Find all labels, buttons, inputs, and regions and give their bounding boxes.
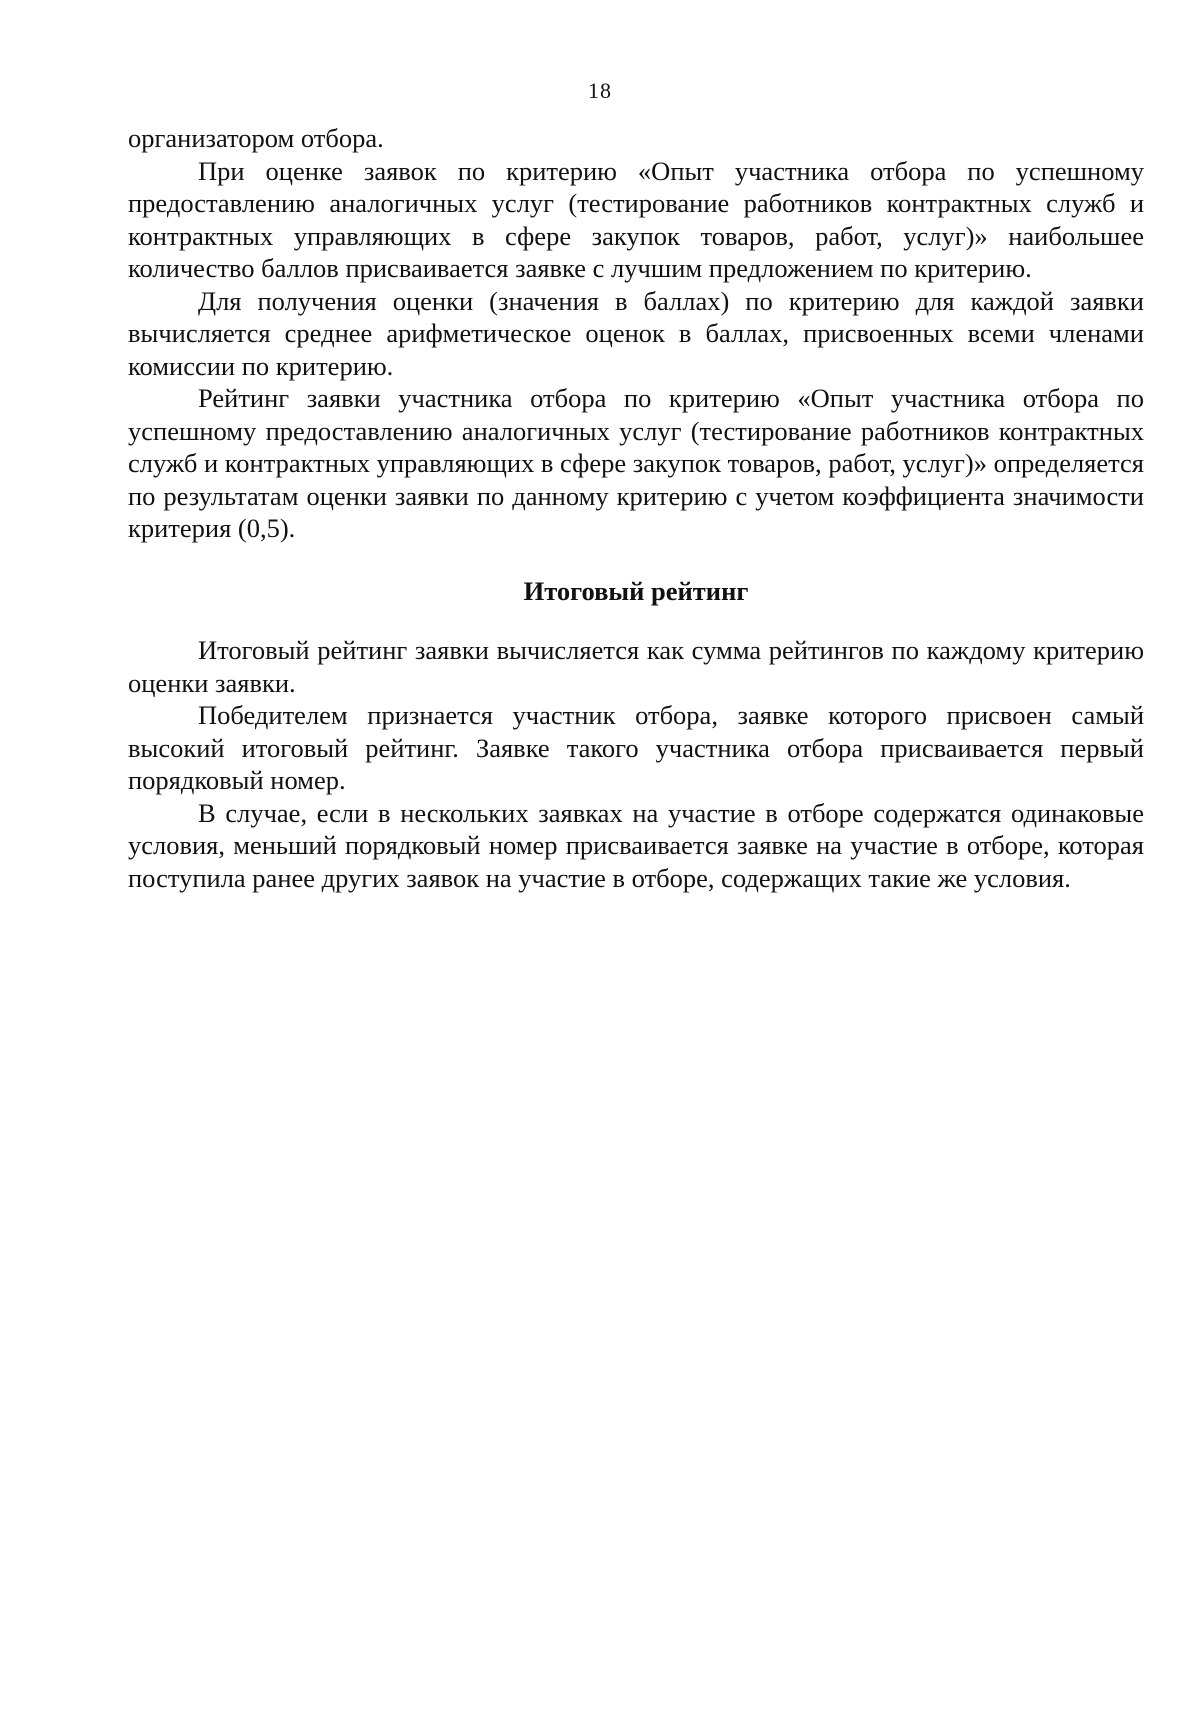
section-title: Итоговый рейтинг [523, 575, 749, 606]
paragraph-average-score: Для получения оценки (значения в баллах) по критерию для каждой заявки вычисляется среднее арифметическое оценок в баллах, присвоенных всеми членами комиссии по критерию. [128, 285, 1144, 381]
paragraph-winner: Победителем признается участник отбора, заявке которого присвоен самый высокий итоговый рейтинг. Заявке такого участника отбора присваивается первый порядковый номер. [128, 700, 1144, 795]
paragraph-criterion-rating: Рейтинг заявки участника отбора по критерию «Опыт участника отбора по успешному предоставлению аналогичных услуг (тестирование работников контрактных служб и контрактных управляющих в сфере закупок товаров, работ, услуг)» определяется по результатам оценки заявки по данному критерию с учетом коэффициента значимости критерия (0,5). [128, 383, 1144, 543]
paragraph-tie-rule: В случае, если в нескольких заявках на участие в отборе содержатся одинаковые условия, меньший порядковый номер присваивается заявке на участие в отборе, которая поступила ранее других заявок на участие в отборе, содержащих такие же условия. [128, 797, 1144, 893]
paragraph-final-rating: Итоговый рейтинг заявки вычисляется как сумма рейтингов по каждому критерию оценки заявки. [128, 635, 1144, 698]
paragraph-criterion-scoring: При оценке заявок по критерию «Опыт участника отбора по успешному предоставлению аналогичных услуг (тестирование работников контрактных служб и контрактных управляющих в сфере закупок товаров, работ, услуг)» наибольшее количество баллов присваивается заявке с лучшим предложением по критерию. [128, 155, 1144, 283]
paragraph-continuation: организатором отбора. [128, 123, 384, 153]
document-body [128, 122, 1144, 894]
page-number: 18 [588, 78, 612, 103]
